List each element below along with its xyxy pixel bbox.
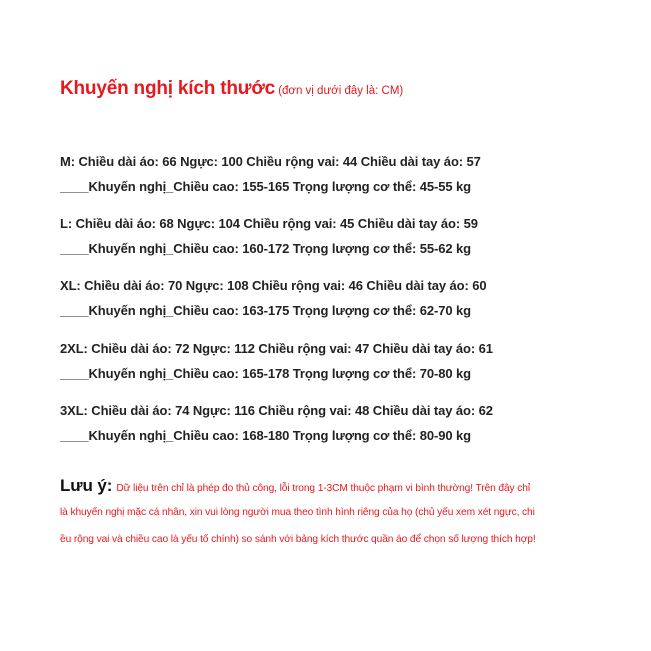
size-xl-measurements: XL: Chiều dài áo: 70 Ngực: 108 Chiều rộng vai: 46 Chiều dài tay áo: 60 xyxy=(60,278,487,293)
size-3xl-recommendation: ____Khuyến nghị_Chiều cao: 168-180 Trọng lượng cơ thể: 80-90 kg xyxy=(60,428,471,443)
size-m-measurements: M: Chiều dài áo: 66 Ngực: 100 Chiều rộng vai: 44 Chiều dài tay áo: 57 xyxy=(60,154,481,169)
size-xl-recommendation: ____Khuyến nghị_Chiều cao: 163-175 Trọng lượng cơ thể: 62-70 kg xyxy=(60,303,471,318)
size-guide-title xyxy=(60,78,403,100)
size-m-recommendation: ____Khuyến nghị_Chiều cao: 155-165 Trọng lượng cơ thể: 45-55 kg xyxy=(60,179,471,194)
size-l-measurements: L: Chiều dài áo: 68 Ngực: 104 Chiều rộng vai: 45 Chiều dài tay áo: 59 xyxy=(60,216,478,231)
title-text: Khuyến nghị kích thước xyxy=(60,78,275,99)
size-l-recommendation: ____Khuyến nghị_Chiều cao: 160-172 Trọng lượng cơ thể: 55-62 kg xyxy=(60,241,471,256)
title-unit-note: (đơn vị dưới đây là: CM) xyxy=(275,85,404,97)
size-2xl-block xyxy=(60,336,493,386)
size-3xl-block xyxy=(60,398,493,448)
note-section xyxy=(60,472,620,553)
size-2xl-measurements: 2XL: Chiều dài áo: 72 Ngực: 112 Chiều rộng vai: 47 Chiều dài tay áo: 61 xyxy=(60,341,493,356)
note-label: Lưu ý: xyxy=(60,476,113,495)
note-line-2: là khuyến nghị mặc cá nhân, xin vui lòng người mua theo tình hình riêng của họ (chủ yếu xem xét ngực, chi xyxy=(60,507,535,518)
size-l-block xyxy=(60,211,478,261)
size-3xl-measurements: 3XL: Chiều dài áo: 74 Ngực: 116 Chiều rộng vai: 48 Chiều dài tay áo: 62 xyxy=(60,403,493,418)
size-2xl-recommendation: ____Khuyến nghị_Chiều cao: 165-178 Trọng lượng cơ thể: 70-80 kg xyxy=(60,366,471,381)
size-xl-block xyxy=(60,273,486,323)
note-text-1: Dữ liệu trên chỉ là phép đo thủ công, lỗi trong 1-3CM thuộc phạm vi bình thường! Trên đây chỉ xyxy=(116,483,530,494)
size-m-block xyxy=(60,149,481,199)
note-line-1 xyxy=(60,472,620,499)
note-line-3: ều rộng vai và chiều cao là yếu tố chính) so sánh với bảng kích thước quần áo để chọn số lượng thích hợp! xyxy=(60,534,536,545)
